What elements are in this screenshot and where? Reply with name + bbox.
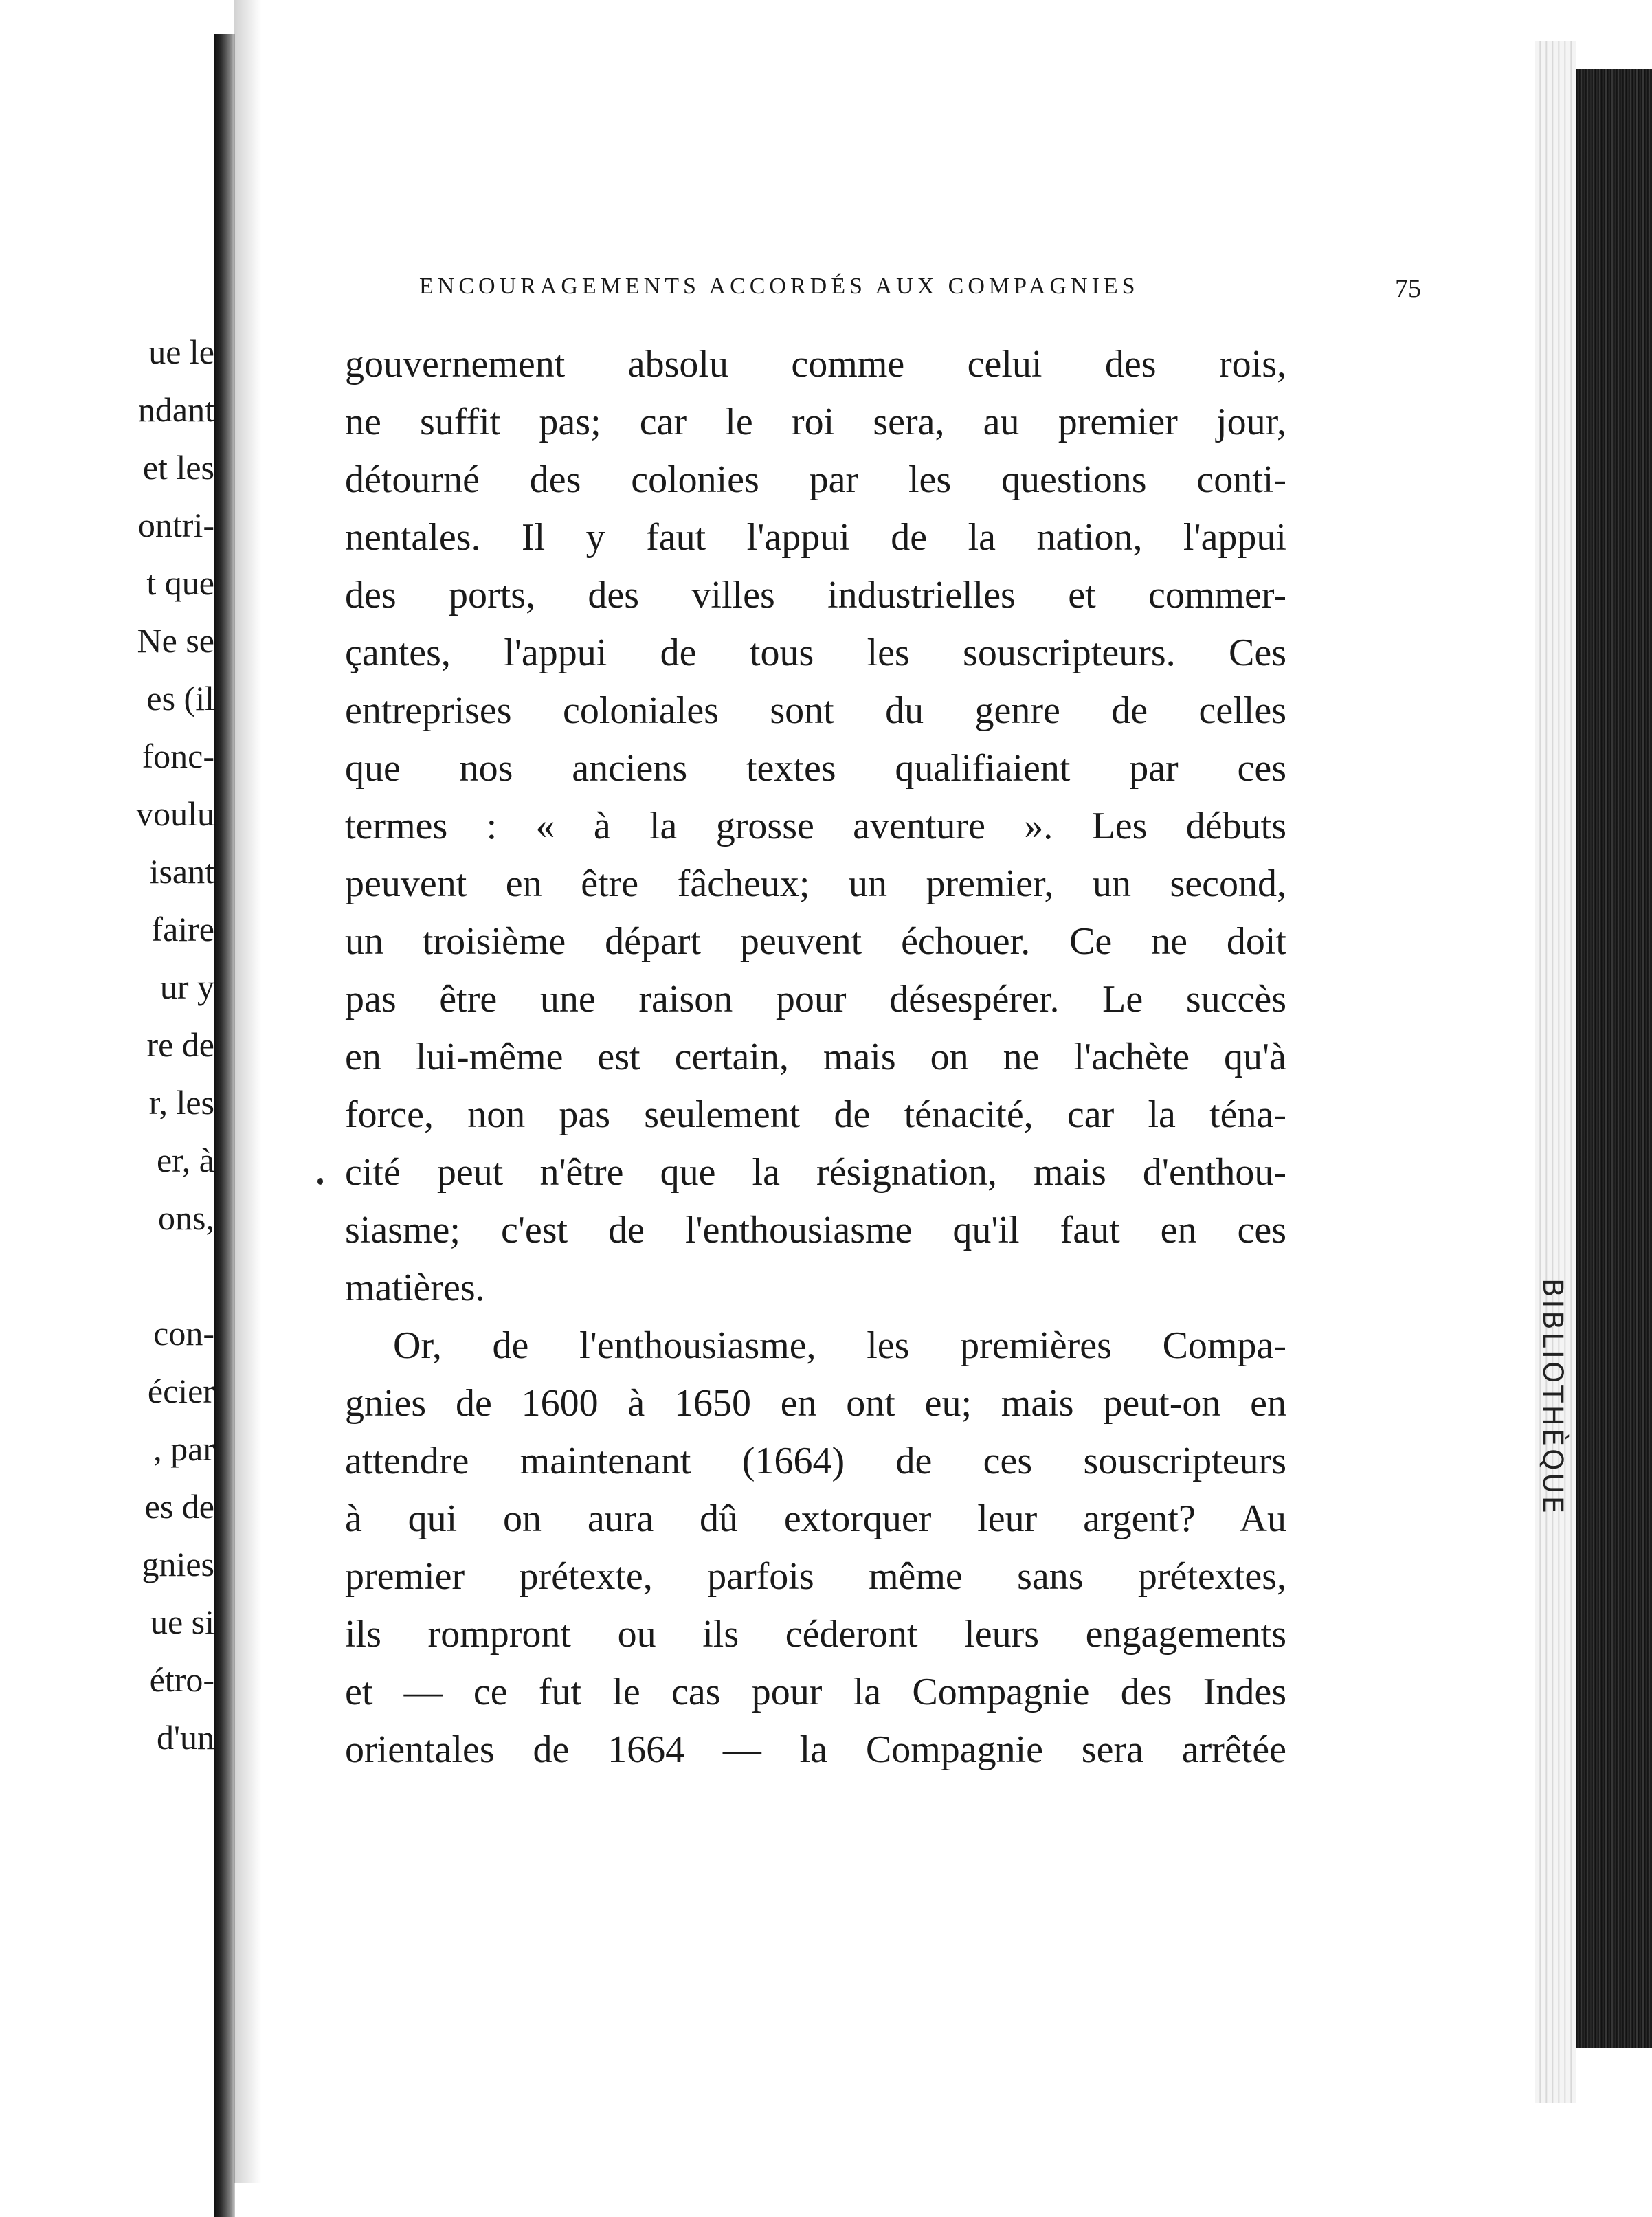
text-line: que nos anciens textes qualifiaient par ces (345, 747, 1286, 790)
previous-page-fragment (0, 0, 214, 2183)
book-page-edges (1535, 41, 1652, 2103)
previous-page-line: voulu (136, 794, 214, 833)
previous-page-line: ue si (150, 1603, 214, 1641)
text-line: çantes, l'appui de tous les souscripteurs. Ces (345, 632, 1286, 674)
text-line: orientales de 1664 — la Compagnie sera arrêtée (345, 1728, 1286, 1771)
previous-page-line: es de (144, 1487, 214, 1526)
text-line: ne suffit pas; car le roi sera, au premier jour, (345, 401, 1286, 443)
text-line: gnies de 1600 à 1650 en ont eu; mais peut-on en (345, 1382, 1286, 1425)
text-line: siasme; c'est de l'enthousiasme qu'il faut en ces (345, 1209, 1286, 1251)
text-line: gouvernement absolu comme celui des rois, (345, 343, 1286, 386)
previous-page-line: Ne se (137, 621, 214, 660)
text-line: à qui on aura dû extorquer leur argent? Au (345, 1497, 1286, 1540)
previous-page-line: ontri- (137, 506, 214, 544)
previous-page-line: er, à (156, 1141, 214, 1179)
ink-speck (317, 1178, 323, 1185)
previous-page-line: d'un (156, 1718, 214, 1757)
previous-page-line: con- (153, 1314, 214, 1352)
text-line: pas être une raison pour désespérer. Le succès (345, 978, 1286, 1021)
page-body-text (345, 335, 1286, 1779)
text-line: et — ce fut le cas pour la Compagnie des Indes (345, 1671, 1286, 1713)
previous-page-line: étro- (149, 1660, 214, 1699)
book-gutter (214, 34, 235, 2217)
previous-page-line: isant (149, 852, 214, 891)
text-line: attendre maintenant (1664) de ces souscripteurs (345, 1440, 1286, 1482)
previous-page-line: fonc- (142, 737, 214, 775)
previous-page-line: ndant (137, 390, 214, 429)
previous-page-line: t que (146, 564, 214, 602)
text-line: cité peut n'être que la résignation, mais d'enthou- (345, 1151, 1286, 1194)
previous-page-line: écier (147, 1372, 214, 1410)
previous-page-line: ur y (159, 968, 214, 1006)
paragraph-end-line: matières. (345, 1267, 485, 1309)
text-line: termes : « à la grosse aventure ». Les débuts (345, 805, 1286, 847)
previous-page-line: ons, (158, 1199, 214, 1237)
text-line: détourné des colonies par les questions conti- (345, 458, 1286, 501)
page-number: 75 (1395, 274, 1421, 303)
previous-page-line: faire (151, 910, 214, 948)
previous-page-line (0, 1247, 214, 1304)
running-head (419, 274, 1553, 303)
text-line: des ports, des villes industrielles et commer- (345, 574, 1286, 616)
previous-page-text (0, 323, 214, 1766)
gutter-shadow (234, 0, 261, 2183)
book-page (261, 0, 1498, 2183)
text-line: force, non pas seulement de ténacité, car la téna- (345, 1093, 1286, 1136)
text-line: entreprises coloniales sont du genre de celles (345, 689, 1286, 732)
running-head-title: ENCOURAGEMENTS ACCORDÉS AUX COMPAGNIES (419, 274, 1139, 299)
previous-page-line: es (il (146, 679, 214, 717)
text-line: ils rompront ou ils céderont leurs engagements (345, 1613, 1286, 1656)
text-line: un troisième départ peuvent échouer. Ce ne doit (345, 920, 1286, 963)
library-stamp: BIBLIOTHÈQUE (1537, 1278, 1568, 1517)
paragraph-start-line: Or, de l'enthousiasme, les premières Compa- (393, 1324, 1286, 1367)
text-line: peuvent en être fâcheux; un premier, un second, (345, 862, 1286, 905)
previous-page-line: gnies (142, 1545, 214, 1583)
page-edge-stack (1535, 41, 1576, 2103)
text-line: nentales. Il y faut l'appui de la nation, l'appui (345, 516, 1286, 559)
previous-page-line: ue le (148, 333, 214, 371)
book-cover-edge (1576, 69, 1652, 2048)
previous-page-line: et les (142, 448, 214, 487)
previous-page-line: , par (153, 1429, 214, 1468)
text-line: premier prétexte, parfois même sans prétextes, (345, 1555, 1286, 1598)
text-line: en lui-même est certain, mais on ne l'achète qu'à (345, 1036, 1286, 1078)
previous-page-line: r, les (148, 1083, 214, 1122)
previous-page-line: re de (146, 1025, 214, 1064)
